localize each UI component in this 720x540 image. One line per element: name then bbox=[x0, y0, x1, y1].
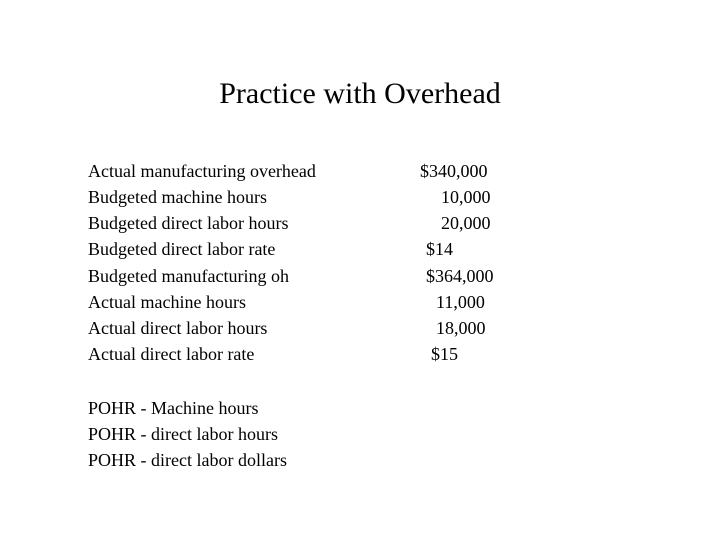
pohr-item: POHR - Machine hours bbox=[88, 398, 259, 418]
row-label: Budgeted direct labor rate bbox=[88, 239, 276, 259]
row-label: Budgeted direct labor hours bbox=[88, 213, 289, 233]
slide-title bbox=[0, 76, 720, 112]
row-value: $364,000 bbox=[426, 266, 494, 286]
row-label: Budgeted machine hours bbox=[88, 187, 267, 207]
row-value: 20,000 bbox=[441, 213, 491, 233]
row-value: 18,000 bbox=[436, 318, 486, 338]
row-value: 11,000 bbox=[436, 292, 485, 312]
row-label: Actual manufacturing overhead bbox=[88, 161, 316, 181]
row-label: Actual direct labor rate bbox=[88, 344, 255, 364]
row-label: Budgeted manufacturing oh bbox=[88, 266, 289, 286]
row-label: Actual direct labor hours bbox=[88, 318, 268, 338]
pohr-item: POHR - direct labor dollars bbox=[88, 450, 287, 470]
slide-title-text: Practice with Overhead bbox=[219, 77, 501, 110]
row-label: Actual machine hours bbox=[88, 292, 246, 312]
row-value: $340,000 bbox=[420, 161, 488, 181]
row-value: $15 bbox=[431, 344, 458, 364]
row-value: $14 bbox=[426, 239, 453, 259]
pohr-item: POHR - direct labor hours bbox=[88, 424, 278, 444]
row-value: 10,000 bbox=[441, 187, 491, 207]
